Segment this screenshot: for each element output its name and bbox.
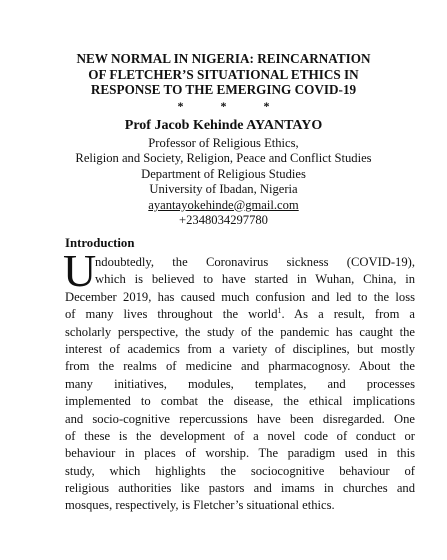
title-line: NEW NORMAL IN NIGERIA: REINCARNATION — [76, 51, 371, 66]
author-affiliation — [0, 136, 447, 228]
body-line: of these is the development of a novel code of conduct or — [65, 428, 415, 443]
author-phone: +2348034297780 — [179, 213, 268, 228]
body-line: religious authorities like pastors and imams in churches and — [65, 481, 415, 496]
body-line: which is believed to have started in Wuhan, China, in — [95, 272, 415, 287]
body-line — [65, 306, 415, 323]
affiliation-line: Religion and Society, Religion, Peace and Conflict Studies — [75, 151, 372, 166]
section-heading: Introduction — [65, 236, 135, 250]
body-line: ndoubtedly, the Coronavirus sickness (COVID-19), — [95, 255, 415, 269]
body-line-text: . As a result, from a — [281, 307, 415, 322]
asterisk: * — [220, 99, 227, 113]
body-line: study, which highlights the sociocognitive behaviour of — [65, 463, 415, 478]
affiliation-line: Professor of Religious Ethics, — [148, 136, 299, 150]
body-line: implemented to combat the disease, the ethical implications — [65, 394, 415, 409]
asterisk: * — [177, 99, 184, 113]
body-line: and socio-cognitive repercussions have been disregarded. One — [65, 411, 415, 426]
title-line: OF FLETCHER’S SITUATIONAL ETHICS IN — [88, 66, 359, 82]
body-line: many initiatives, modules, templates, and processes — [65, 376, 415, 391]
author-email-link[interactable]: ayantayokehinde@gmail.com — [148, 197, 299, 212]
body-line: behaviour in places of worship. The paradigm used in this — [65, 446, 415, 461]
title-line: RESPONSE TO THE EMERGING COVID-19 — [90, 82, 357, 97]
paper-title — [40, 51, 407, 98]
body-line: interest of academics from a variety of disciplines, but mostly — [65, 341, 415, 356]
body-line: December 2019, has caused much confusion and led to the loss — [65, 289, 415, 304]
body-line-text: of many lives throughout the world — [65, 307, 278, 322]
body-line: mosques, respectively, is Fletcher’s situational ethics. — [65, 498, 335, 513]
author-name: Prof Jacob Kehinde AYANTAYO — [124, 118, 323, 133]
asterisk-separator — [0, 100, 447, 112]
affiliation-line: Department of Religious Studies — [141, 166, 306, 181]
body-line: scholarly perspective, the study of the pandemic has caught the — [65, 324, 415, 339]
affiliation-line: University of Ibadan, Nigeria — [149, 182, 298, 197]
drop-cap: U — [63, 245, 97, 296]
body-paragraph — [65, 254, 415, 515]
body-line: from the realms of medicine and pharmacognosy. About the — [65, 359, 415, 374]
asterisk: * — [263, 99, 270, 113]
footnote-marker[interactable]: 1 — [277, 305, 282, 315]
